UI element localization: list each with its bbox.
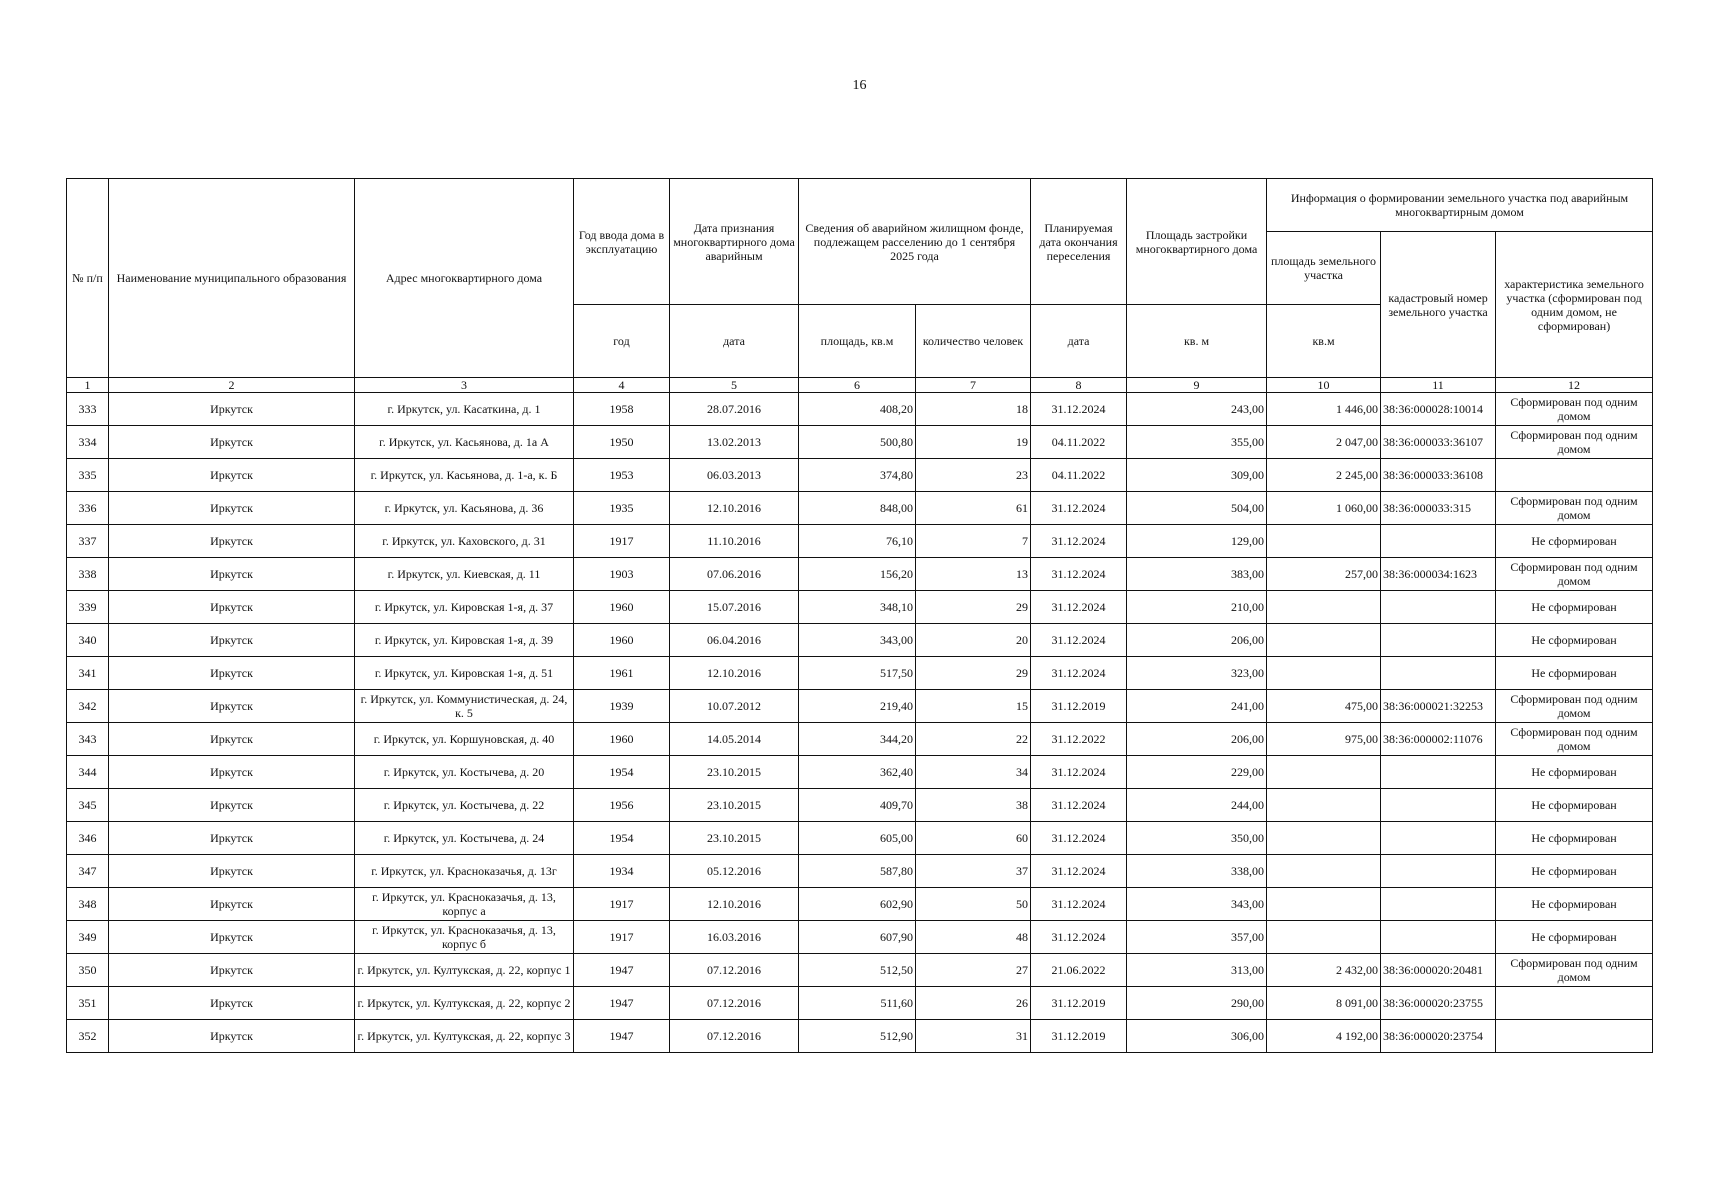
land-area-cell: 2 432,00 [1267, 954, 1381, 987]
land-characteristic-cell: Не сформирован [1496, 756, 1653, 789]
land-area-cell [1267, 756, 1381, 789]
planned-date-cell: 04.11.2022 [1031, 459, 1127, 492]
land-characteristic-cell [1496, 987, 1653, 1020]
municipality-cell: Иркутск [109, 954, 355, 987]
people-count-cell: 34 [916, 756, 1031, 789]
municipality-cell: Иркутск [109, 525, 355, 558]
building-area-cell: 306,00 [1127, 1020, 1267, 1053]
row-number-cell: 349 [67, 921, 109, 954]
cadastral-number-cell: 38:36:000021:32253 [1381, 690, 1496, 723]
planned-date-cell: 31.12.2024 [1031, 789, 1127, 822]
column-number: 10 [1267, 378, 1381, 393]
land-characteristic-cell: Не сформирован [1496, 657, 1653, 690]
cadastral-number-cell [1381, 525, 1496, 558]
housing-area-cell: 409,70 [799, 789, 916, 822]
planned-date-cell: 31.12.2019 [1031, 987, 1127, 1020]
municipality-cell: Иркутск [109, 624, 355, 657]
cadastral-number-cell: 38:36:000033:315 [1381, 492, 1496, 525]
year-cell: 1935 [574, 492, 670, 525]
cadastral-number-cell: 38:36:000033:36108 [1381, 459, 1496, 492]
cadastral-number-cell [1381, 756, 1496, 789]
land-characteristic-cell: Не сформирован [1496, 525, 1653, 558]
address-cell: г. Иркутск, ул. Коммунистическая, д. 24, к. 5 [355, 690, 574, 723]
address-cell: г. Иркутск, ул. Култукская, д. 22, корпус 1 [355, 954, 574, 987]
recognition-date-cell: 06.03.2013 [670, 459, 799, 492]
year-cell: 1960 [574, 591, 670, 624]
recognition-date-cell: 07.12.2016 [670, 1020, 799, 1053]
column-number: 8 [1031, 378, 1127, 393]
table-row [67, 426, 1653, 459]
unit-people: количество человек [916, 305, 1031, 378]
year-cell: 1950 [574, 426, 670, 459]
planned-date-cell: 31.12.2024 [1031, 558, 1127, 591]
land-area-cell [1267, 591, 1381, 624]
header-municipality: Наименование муниципального образования [109, 179, 355, 378]
building-area-cell: 504,00 [1127, 492, 1267, 525]
recognition-date-cell: 11.10.2016 [670, 525, 799, 558]
table-row [67, 789, 1653, 822]
row-number-cell: 336 [67, 492, 109, 525]
land-characteristic-cell: Сформирован под одним домом [1496, 723, 1653, 756]
address-cell: г. Иркутск, ул. Каховского, д. 31 [355, 525, 574, 558]
table-row [67, 756, 1653, 789]
table-row [67, 921, 1653, 954]
building-area-cell: 309,00 [1127, 459, 1267, 492]
address-cell: г. Иркутск, ул. Касьянова, д. 1-а, к. Б [355, 459, 574, 492]
land-area-cell [1267, 789, 1381, 822]
row-number-cell: 348 [67, 888, 109, 921]
land-area-cell: 1 060,00 [1267, 492, 1381, 525]
cadastral-number-cell: 38:36:000020:20481 [1381, 954, 1496, 987]
building-area-cell: 244,00 [1127, 789, 1267, 822]
housing-area-cell: 512,90 [799, 1020, 916, 1053]
building-area-cell: 241,00 [1127, 690, 1267, 723]
municipality-cell: Иркутск [109, 690, 355, 723]
table-row [67, 624, 1653, 657]
column-number: 6 [799, 378, 916, 393]
building-area-cell: 355,00 [1127, 426, 1267, 459]
recognition-date-cell: 15.07.2016 [670, 591, 799, 624]
header-land-info: Информация о формировании земельного участка под аварийным многоквартирным домом [1267, 179, 1653, 232]
housing-area-cell: 374,80 [799, 459, 916, 492]
municipality-cell: Иркутск [109, 855, 355, 888]
municipality-cell: Иркутск [109, 558, 355, 591]
row-number-cell: 338 [67, 558, 109, 591]
housing-area-cell: 219,40 [799, 690, 916, 723]
land-area-cell [1267, 921, 1381, 954]
planned-date-cell: 31.12.2024 [1031, 525, 1127, 558]
recognition-date-cell: 07.12.2016 [670, 954, 799, 987]
table-row [67, 657, 1653, 690]
cadastral-number-cell [1381, 888, 1496, 921]
address-cell: г. Иркутск, ул. Касаткина, д. 1 [355, 393, 574, 426]
table-row [67, 459, 1653, 492]
year-cell: 1954 [574, 756, 670, 789]
row-number-cell: 345 [67, 789, 109, 822]
people-count-cell: 19 [916, 426, 1031, 459]
housing-area-cell: 500,80 [799, 426, 916, 459]
table-row [67, 558, 1653, 591]
year-cell: 1939 [574, 690, 670, 723]
header-planned-date: Планируемая дата окончания переселения [1031, 179, 1127, 305]
unit-date: дата [670, 305, 799, 378]
housing-area-cell: 848,00 [799, 492, 916, 525]
row-number-cell: 342 [67, 690, 109, 723]
building-area-cell: 383,00 [1127, 558, 1267, 591]
year-cell: 1917 [574, 525, 670, 558]
planned-date-cell: 31.12.2024 [1031, 921, 1127, 954]
planned-date-cell: 31.12.2019 [1031, 690, 1127, 723]
address-cell: г. Иркутск, ул. Красноказачья, д. 13, корпус б [355, 921, 574, 954]
people-count-cell: 38 [916, 789, 1031, 822]
building-area-cell: 206,00 [1127, 624, 1267, 657]
building-area-cell: 338,00 [1127, 855, 1267, 888]
people-count-cell: 23 [916, 459, 1031, 492]
table-row [67, 1020, 1653, 1053]
table-row [67, 525, 1653, 558]
municipality-cell: Иркутск [109, 723, 355, 756]
housing-area-cell: 587,80 [799, 855, 916, 888]
people-count-cell: 26 [916, 987, 1031, 1020]
planned-date-cell: 31.12.2024 [1031, 657, 1127, 690]
housing-area-cell: 602,90 [799, 888, 916, 921]
unit-building-sqm: кв. м [1127, 305, 1267, 378]
building-area-cell: 210,00 [1127, 591, 1267, 624]
recognition-date-cell: 07.06.2016 [670, 558, 799, 591]
column-number: 7 [916, 378, 1031, 393]
planned-date-cell: 31.12.2019 [1031, 1020, 1127, 1053]
planned-date-cell: 21.06.2022 [1031, 954, 1127, 987]
land-characteristic-cell: Сформирован под одним домом [1496, 690, 1653, 723]
recognition-date-cell: 23.10.2015 [670, 822, 799, 855]
table-row [67, 393, 1653, 426]
table-body [67, 393, 1653, 1053]
address-cell: г. Иркутск, ул. Костычева, д. 24 [355, 822, 574, 855]
column-number: 11 [1381, 378, 1496, 393]
header-cadastral-number: кадастровый номер земельного участка [1381, 232, 1496, 378]
table-row [67, 987, 1653, 1020]
column-numbers-row [67, 378, 1653, 393]
address-cell: г. Иркутск, ул. Култукская, д. 22, корпус 2 [355, 987, 574, 1020]
housing-area-cell: 156,20 [799, 558, 916, 591]
table-row [67, 855, 1653, 888]
header-housing-info: Сведения об аварийном жилищном фонде, подлежащем расселению до 1 сентября 2025 года [799, 179, 1031, 305]
municipality-cell: Иркутск [109, 591, 355, 624]
cadastral-number-cell [1381, 657, 1496, 690]
municipality-cell: Иркутск [109, 822, 355, 855]
building-area-cell: 243,00 [1127, 393, 1267, 426]
people-count-cell: 29 [916, 657, 1031, 690]
address-cell: г. Иркутск, ул. Красноказачья, д. 13г [355, 855, 574, 888]
resettlement-table [66, 178, 1653, 1053]
land-area-cell: 2 245,00 [1267, 459, 1381, 492]
land-area-cell: 8 091,00 [1267, 987, 1381, 1020]
housing-area-cell: 344,20 [799, 723, 916, 756]
year-cell: 1961 [574, 657, 670, 690]
land-area-cell [1267, 822, 1381, 855]
municipality-cell: Иркутск [109, 987, 355, 1020]
header-recognition-date: Дата признания многоквартирного дома аварийным [670, 179, 799, 305]
year-cell: 1960 [574, 723, 670, 756]
land-area-cell: 1 446,00 [1267, 393, 1381, 426]
land-characteristic-cell: Не сформирован [1496, 789, 1653, 822]
people-count-cell: 60 [916, 822, 1031, 855]
building-area-cell: 313,00 [1127, 954, 1267, 987]
planned-date-cell: 31.12.2022 [1031, 723, 1127, 756]
header-land-characteristic: характеристика земельного участка (сформирован под одним домом, не сформирован) [1496, 232, 1653, 378]
planned-date-cell: 04.11.2022 [1031, 426, 1127, 459]
housing-area-cell: 348,10 [799, 591, 916, 624]
year-cell: 1947 [574, 987, 670, 1020]
table-row [67, 888, 1653, 921]
address-cell: г. Иркутск, ул. Кировская 1-я, д. 37 [355, 591, 574, 624]
column-number: 2 [109, 378, 355, 393]
planned-date-cell: 31.12.2024 [1031, 624, 1127, 657]
cadastral-number-cell: 38:36:000020:23755 [1381, 987, 1496, 1020]
address-cell: г. Иркутск, ул. Коршуновская, д. 40 [355, 723, 574, 756]
planned-date-cell: 31.12.2024 [1031, 492, 1127, 525]
land-area-cell: 2 047,00 [1267, 426, 1381, 459]
municipality-cell: Иркутск [109, 789, 355, 822]
land-area-cell [1267, 888, 1381, 921]
year-cell: 1960 [574, 624, 670, 657]
building-area-cell: 290,00 [1127, 987, 1267, 1020]
cadastral-number-cell: 38:36:000034:1623 [1381, 558, 1496, 591]
recognition-date-cell: 16.03.2016 [670, 921, 799, 954]
land-area-cell [1267, 855, 1381, 888]
row-number-cell: 347 [67, 855, 109, 888]
row-number-cell: 339 [67, 591, 109, 624]
table-row [67, 591, 1653, 624]
year-cell: 1947 [574, 954, 670, 987]
people-count-cell: 31 [916, 1020, 1031, 1053]
housing-area-cell: 343,00 [799, 624, 916, 657]
header-land-area: площадь земельного участка [1267, 232, 1381, 305]
address-cell: г. Иркутск, ул. Костычева, д. 20 [355, 756, 574, 789]
row-number-cell: 352 [67, 1020, 109, 1053]
land-characteristic-cell: Не сформирован [1496, 888, 1653, 921]
cadastral-number-cell [1381, 822, 1496, 855]
municipality-cell: Иркутск [109, 921, 355, 954]
land-characteristic-cell: Сформирован под одним домом [1496, 558, 1653, 591]
address-cell: г. Иркутск, ул. Касьянова, д. 1а А [355, 426, 574, 459]
people-count-cell: 22 [916, 723, 1031, 756]
unit-year: год [574, 305, 670, 378]
table-row [67, 954, 1653, 987]
address-cell: г. Иркутск, ул. Кировская 1-я, д. 39 [355, 624, 574, 657]
cadastral-number-cell: 38:36:000033:36107 [1381, 426, 1496, 459]
row-number-cell: 351 [67, 987, 109, 1020]
land-area-cell: 4 192,00 [1267, 1020, 1381, 1053]
land-characteristic-cell: Не сформирован [1496, 624, 1653, 657]
housing-area-cell: 605,00 [799, 822, 916, 855]
planned-date-cell: 31.12.2024 [1031, 756, 1127, 789]
municipality-cell: Иркутск [109, 657, 355, 690]
header-number: № п/п [67, 179, 109, 378]
land-characteristic-cell: Не сформирован [1496, 921, 1653, 954]
unit-area: площадь, кв.м [799, 305, 916, 378]
people-count-cell: 7 [916, 525, 1031, 558]
recognition-date-cell: 07.12.2016 [670, 987, 799, 1020]
cadastral-number-cell [1381, 591, 1496, 624]
building-area-cell: 129,00 [1127, 525, 1267, 558]
column-number: 9 [1127, 378, 1267, 393]
land-characteristic-cell: Сформирован под одним домом [1496, 393, 1653, 426]
unit-planned-date: дата [1031, 305, 1127, 378]
address-cell: г. Иркутск, ул. Култукская, д. 22, корпус 3 [355, 1020, 574, 1053]
header-year: Год ввода дома в эксплуатацию [574, 179, 670, 305]
land-characteristic-cell [1496, 459, 1653, 492]
land-area-cell: 475,00 [1267, 690, 1381, 723]
cadastral-number-cell [1381, 921, 1496, 954]
column-number: 12 [1496, 378, 1653, 393]
housing-area-cell: 517,50 [799, 657, 916, 690]
cadastral-number-cell [1381, 624, 1496, 657]
people-count-cell: 18 [916, 393, 1031, 426]
recognition-date-cell: 28.07.2016 [670, 393, 799, 426]
recognition-date-cell: 12.10.2016 [670, 657, 799, 690]
people-count-cell: 20 [916, 624, 1031, 657]
address-cell: г. Иркутск, ул. Костычева, д. 22 [355, 789, 574, 822]
housing-area-cell: 408,20 [799, 393, 916, 426]
cadastral-number-cell: 38:36:000002:11076 [1381, 723, 1496, 756]
building-area-cell: 343,00 [1127, 888, 1267, 921]
people-count-cell: 13 [916, 558, 1031, 591]
recognition-date-cell: 12.10.2016 [670, 888, 799, 921]
municipality-cell: Иркутск [109, 888, 355, 921]
address-cell: г. Иркутск, ул. Красноказачья, д. 13, корпус а [355, 888, 574, 921]
land-characteristic-cell: Не сформирован [1496, 855, 1653, 888]
land-area-cell [1267, 657, 1381, 690]
header-address: Адрес многоквартирного дома [355, 179, 574, 378]
municipality-cell: Иркутск [109, 1020, 355, 1053]
land-area-cell [1267, 525, 1381, 558]
building-area-cell: 350,00 [1127, 822, 1267, 855]
column-number: 4 [574, 378, 670, 393]
land-characteristic-cell: Не сформирован [1496, 822, 1653, 855]
land-characteristic-cell: Сформирован под одним домом [1496, 954, 1653, 987]
planned-date-cell: 31.12.2024 [1031, 393, 1127, 426]
recognition-date-cell: 06.04.2016 [670, 624, 799, 657]
land-characteristic-cell: Сформирован под одним домом [1496, 426, 1653, 459]
row-number-cell: 340 [67, 624, 109, 657]
cadastral-number-cell: 38:36:000020:23754 [1381, 1020, 1496, 1053]
year-cell: 1917 [574, 888, 670, 921]
table-row [67, 723, 1653, 756]
land-area-cell: 975,00 [1267, 723, 1381, 756]
housing-area-cell: 607,90 [799, 921, 916, 954]
recognition-date-cell: 14.05.2014 [670, 723, 799, 756]
planned-date-cell: 31.12.2024 [1031, 591, 1127, 624]
row-number-cell: 346 [67, 822, 109, 855]
people-count-cell: 50 [916, 888, 1031, 921]
row-number-cell: 344 [67, 756, 109, 789]
page-number: 16 [852, 78, 867, 93]
year-cell: 1958 [574, 393, 670, 426]
address-cell: г. Иркутск, ул. Касьянова, д. 36 [355, 492, 574, 525]
recognition-date-cell: 05.12.2016 [670, 855, 799, 888]
cadastral-number-cell: 38:36:000028:10014 [1381, 393, 1496, 426]
recognition-date-cell: 23.10.2015 [670, 756, 799, 789]
column-number: 5 [670, 378, 799, 393]
building-area-cell: 323,00 [1127, 657, 1267, 690]
land-area-cell: 257,00 [1267, 558, 1381, 591]
people-count-cell: 15 [916, 690, 1031, 723]
land-characteristic-cell: Сформирован под одним домом [1496, 492, 1653, 525]
table-row [67, 690, 1653, 723]
people-count-cell: 27 [916, 954, 1031, 987]
cadastral-number-cell [1381, 855, 1496, 888]
year-cell: 1956 [574, 789, 670, 822]
row-number-cell: 337 [67, 525, 109, 558]
year-cell: 1953 [574, 459, 670, 492]
recognition-date-cell: 13.02.2013 [670, 426, 799, 459]
housing-area-cell: 512,50 [799, 954, 916, 987]
row-number-cell: 350 [67, 954, 109, 987]
municipality-cell: Иркутск [109, 492, 355, 525]
cadastral-number-cell [1381, 789, 1496, 822]
municipality-cell: Иркутск [109, 393, 355, 426]
table-row [67, 822, 1653, 855]
land-characteristic-cell [1496, 1020, 1653, 1053]
municipality-cell: Иркутск [109, 756, 355, 789]
address-cell: г. Иркутск, ул. Кировская 1-я, д. 51 [355, 657, 574, 690]
housing-area-cell: 76,10 [799, 525, 916, 558]
building-area-cell: 357,00 [1127, 921, 1267, 954]
building-area-cell: 229,00 [1127, 756, 1267, 789]
header-building-area: Площадь застройки многоквартирного дома [1127, 179, 1267, 305]
municipality-cell: Иркутск [109, 459, 355, 492]
row-number-cell: 335 [67, 459, 109, 492]
row-number-cell: 341 [67, 657, 109, 690]
land-area-cell [1267, 624, 1381, 657]
recognition-date-cell: 10.07.2012 [670, 690, 799, 723]
row-number-cell: 334 [67, 426, 109, 459]
housing-area-cell: 362,40 [799, 756, 916, 789]
table-header [67, 179, 1653, 393]
row-number-cell: 333 [67, 393, 109, 426]
people-count-cell: 48 [916, 921, 1031, 954]
planned-date-cell: 31.12.2024 [1031, 888, 1127, 921]
people-count-cell: 37 [916, 855, 1031, 888]
housing-area-cell: 511,60 [799, 987, 916, 1020]
municipality-cell: Иркутск [109, 426, 355, 459]
unit-land-sqm: кв.м [1267, 305, 1381, 378]
planned-date-cell: 31.12.2024 [1031, 855, 1127, 888]
recognition-date-cell: 23.10.2015 [670, 789, 799, 822]
year-cell: 1947 [574, 1020, 670, 1053]
year-cell: 1917 [574, 921, 670, 954]
recognition-date-cell: 12.10.2016 [670, 492, 799, 525]
year-cell: 1934 [574, 855, 670, 888]
planned-date-cell: 31.12.2024 [1031, 822, 1127, 855]
people-count-cell: 61 [916, 492, 1031, 525]
column-number: 1 [67, 378, 109, 393]
row-number-cell: 343 [67, 723, 109, 756]
table-row [67, 492, 1653, 525]
building-area-cell: 206,00 [1127, 723, 1267, 756]
people-count-cell: 29 [916, 591, 1031, 624]
land-characteristic-cell: Не сформирован [1496, 591, 1653, 624]
year-cell: 1954 [574, 822, 670, 855]
address-cell: г. Иркутск, ул. Киевская, д. 11 [355, 558, 574, 591]
year-cell: 1903 [574, 558, 670, 591]
column-number: 3 [355, 378, 574, 393]
